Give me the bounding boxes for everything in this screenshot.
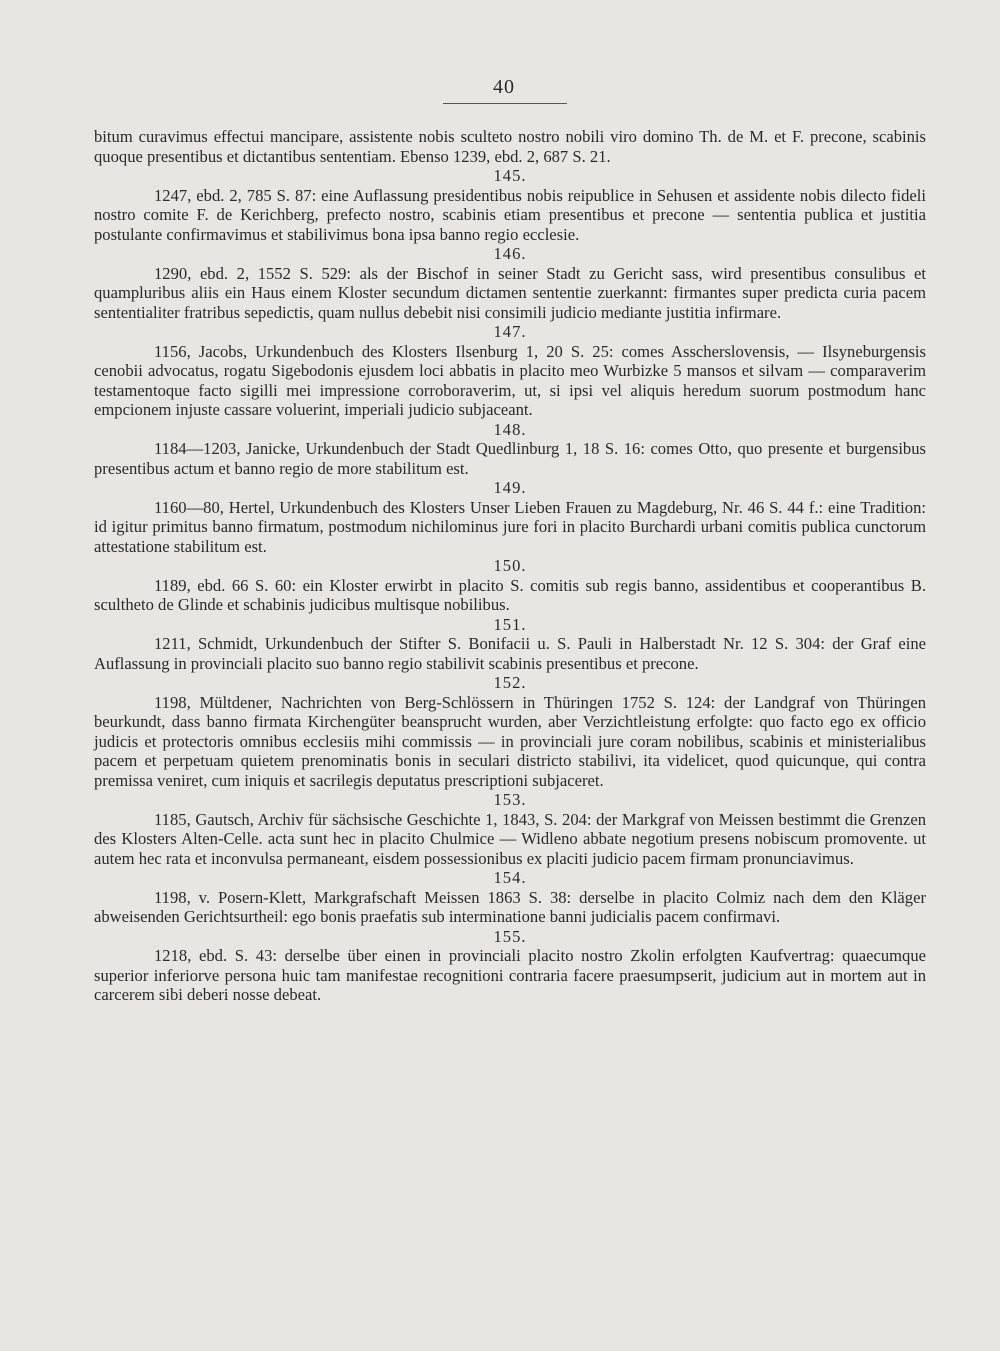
entry-number: 152. <box>493 673 527 692</box>
entry-number: 150. <box>493 556 527 575</box>
entry-number: 146. <box>493 244 527 263</box>
entry-text: 1290, ebd. 2, 1552 S. 529: als der Bischof in seiner Stadt zu Gericht sass, wird presentibus consulibus et quampluribus aliis ein Haus einem Kloster secundum dictamen sententie zuerkannt: firmantes super predicta curia pacem sententialiter fratribus sepedictis, quam nullus debebit nisi consimili judicio mediante justitia infirmare. <box>94 263 926 322</box>
entry-150 <box>94 556 926 615</box>
entry-148 <box>94 420 926 479</box>
entry-text: 1198, Mültdener, Nachrichten von Berg-Schlössern in Thüringen 1752 S. 124: der Landgraf von Thüringen beurkundt, dass banno firmata Kirchengüter beansprucht wurden, aber Verzichtleistung erfolgte: quo facto ego ex officio judicis et protectoris omnibus ecclesiis mihi commissis — in provinciali jure coram nobilibus, scabinis et ministerialibus pacem et perpetuam quietem prenominatis bonis in seculari districto stabilivi, ita videlicet, quod quicunque, qui contra premissa veniret, cum iniquis et sacrilegis deputatus prescriptioni subjaceret. <box>94 692 926 790</box>
page-body <box>94 127 926 1005</box>
entry-number: 145. <box>493 166 527 185</box>
entry-text: 1185, Gautsch, Archiv für sächsische Geschichte 1, 1843, S. 204: der Markgraf von Meissen bestimmt die Grenzen des Klosters Alten-Celle. acta sunt hec in placito Chulmice — Widleno abbate negotium presens nobiscum promovente. ut autem hec rata et inconvulsa permaneant, eisdem possessionibus ex placiti judicio pacem firmam pronunciavimus. <box>94 809 926 868</box>
entry-149 <box>94 478 926 556</box>
entry-text: 1184—1203, Janicke, Urkundenbuch der Stadt Quedlinburg 1, 18 S. 16: comes Otto, quo presente et burgensibus presentibus actum et banno regio de more stabilitum est. <box>94 439 926 478</box>
entry-151 <box>94 615 926 674</box>
entry-number: 155. <box>493 926 527 946</box>
entry-text: 1211, Schmidt, Urkundenbuch der Stifter S. Bonifacii u. S. Pauli in Halberstadt Nr. 12 S. 304: der Graf eine Auflassung in provinciali placito suo banno regio stabilivit scabinis presentibus et precone. <box>94 634 926 673</box>
entry-text: 1198, v. Posern-Klett, Markgrafschaft Meissen 1863 S. 38: derselbe in placito Colmiz nach dem den Kläger abweisenden Gerichtsurtheil: ego bonis praefatis sub interminatione banni judicialis pacem confirmavi. <box>94 887 926 926</box>
entry-number: 154. <box>493 868 527 887</box>
entry-153 <box>94 790 926 868</box>
entry-number: 149. <box>493 478 527 497</box>
entry-155 <box>94 927 926 1005</box>
entry-number: 147. <box>493 322 527 341</box>
intro-paragraph: bitum curavimus effectui mancipare, assistente nobis sculteto nostro nobili viro domino Th. de M. et F. precone, scabinis quoque presentibus et dictantibus sententiam. Ebenso 1239, ebd. 2, 687 S. 21. <box>94 127 926 166</box>
entry-152 <box>94 673 926 790</box>
entry-text: 1156, Jacobs, Urkundenbuch des Klosters Ilsenburg 1, 20 S. 25: comes Asscherslovensis, — Ilsyneburgensis cenobii advocatus, rogatu Sigebodonis ejusdem loci abbatis in placito meo Wurbizke 5 mansos et silvam — comparaverim testamentoque facto sigilli mei impressione corroboraverim, ut, si ipsi vel aliquis heredum suorum postmodum hanc empcionem injuste cassare voluerint, imperiali judicio subjaceant. <box>94 341 926 419</box>
entry-154 <box>94 868 926 927</box>
entry-text: 1189, ebd. 66 S. 60: ein Kloster erwirbt in placito S. comitis sub regis banno, assidentibus et cooperantibus B. scultheto de Glinde et schabinis judicibus multisque nobilibus. <box>94 575 926 614</box>
entry-146 <box>94 244 926 322</box>
entry-text: 1218, ebd. S. 43: derselbe über einen in provinciali placito nostro Zkolin erfolgten Kaufvertrag: quaecumque superior inferiorve persona huic tam manifestae recognitioni contraria facere praesumpserit, judicium aut in mortem aut in carcerem sibi deberi nosse debeat. <box>94 946 926 1004</box>
header-rule <box>443 103 567 104</box>
entry-number: 148. <box>493 419 527 439</box>
page-number: 40 <box>493 76 515 98</box>
entry-number: 151. <box>493 614 527 634</box>
entry-text: 1160—80, Hertel, Urkundenbuch des Klosters Unser Lieben Frauen zu Magdeburg, Nr. 46 S. 44 f.: eine Tradition: id igitur primitus banno firmatum, postmodum nichilominus jure fori in placito Burchardi urbani comitis publica cunctorum attestatione stabilitum est. <box>94 497 926 556</box>
entry-number: 153. <box>493 790 527 809</box>
entry-145 <box>94 166 926 244</box>
entry-text: 1247, ebd. 2, 785 S. 87: eine Auflassung presidentibus nobis reipublice in Sehusen et assidente nobis dilecto fideli nostro comite F. de Kerichberg, prefecto nostro, scabinis etiam presentibus et precone — sententia publica et justitia postulante confirmavimus et stabilivimus bona ipsa banno regio ecclesie. <box>94 185 926 244</box>
entry-147 <box>94 322 926 420</box>
